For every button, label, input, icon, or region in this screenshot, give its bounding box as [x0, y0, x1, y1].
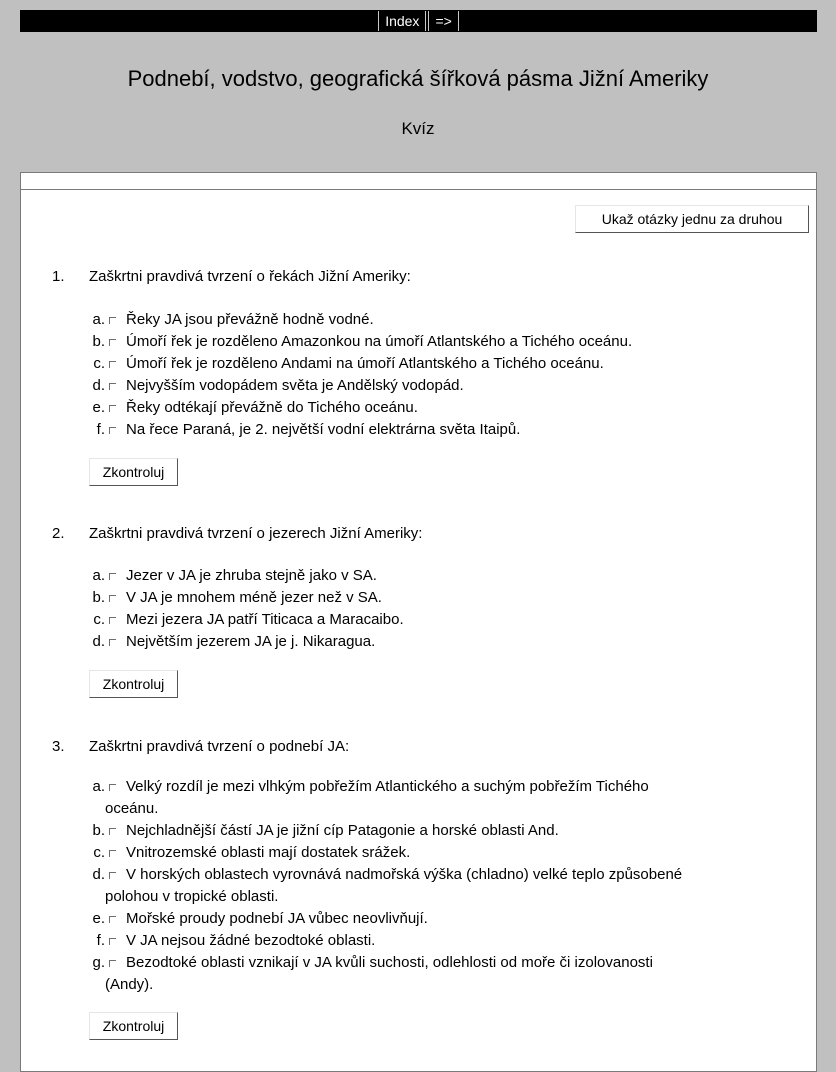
next-page-link[interactable]: =>	[428, 11, 458, 31]
option-text: Jezer v JA je zhruba stejně jako v SA.	[126, 567, 377, 584]
page-subtitle: Kvíz	[401, 119, 435, 138]
option-text: Nejchladnější částí JA je jižní cíp Patagonie a horské oblasti And.	[126, 822, 559, 839]
option-checkbox[interactable]	[109, 916, 116, 923]
option-checkbox[interactable]	[109, 850, 116, 857]
option-item	[85, 864, 765, 908]
option-text: V JA je mnohem méně jezer než v SA.	[126, 589, 382, 606]
option-letter: a.	[92, 778, 105, 795]
option-letter: f.	[96, 421, 105, 438]
option-item	[85, 331, 765, 353]
option-text: Vnitrozemské oblasti mají dostatek srážek.	[126, 844, 411, 861]
page-title: Podnebí, vodstvo, geografická šířková pásma Jižní Ameriky	[127, 66, 709, 91]
option-text-continuation: polohou v tropické oblasti.	[105, 888, 279, 905]
option-item	[85, 419, 765, 441]
option-text: Nejvyšším vodopádem světa je Andělský vodopád.	[126, 377, 464, 394]
option-text: Velký rozdíl je mezi vlhkým pobřežím Atlantického a suchým pobřežím Tichého	[126, 778, 649, 795]
check-answers-button[interactable]: Zkontroluj	[89, 1012, 178, 1040]
option-letter: b.	[92, 589, 105, 606]
option-checkbox[interactable]	[109, 405, 116, 412]
option-letter: a.	[92, 311, 105, 328]
option-letter: e.	[92, 910, 105, 927]
option-item	[85, 397, 765, 419]
index-link[interactable]: Index	[378, 11, 426, 31]
option-item	[85, 375, 765, 397]
option-text: V horských oblastech vyrovnává nadmořská výška (chladno) velké teplo způsobené	[126, 866, 683, 883]
question-text: Zaškrtni pravdivá tvrzení o podnebí JA:	[89, 738, 350, 755]
option-letter: b.	[92, 333, 105, 350]
question-number: 1.	[52, 268, 65, 285]
option-text: Řeky JA jsou převážně hodně vodné.	[126, 311, 374, 328]
option-item	[85, 587, 765, 609]
option-checkbox[interactable]	[109, 938, 116, 945]
option-checkbox[interactable]	[109, 639, 116, 646]
option-letter: d.	[92, 866, 105, 883]
check-answers-button[interactable]: Zkontroluj	[89, 670, 178, 698]
option-text: V JA nejsou žádné bezodtoké oblasti.	[126, 932, 376, 949]
option-letter: g.	[92, 954, 105, 971]
option-checkbox[interactable]	[109, 383, 116, 390]
question-number: 3.	[52, 738, 65, 755]
show-questions-one-by-one-button[interactable]: Ukaž otázky jednu za druhou	[575, 205, 809, 233]
quiz-panel	[20, 172, 817, 1072]
option-item	[85, 842, 765, 864]
option-text-continuation: (Andy).	[105, 976, 154, 993]
option-text-continuation: oceánu.	[105, 800, 159, 817]
option-letter: a.	[92, 567, 105, 584]
option-letter: c.	[93, 844, 105, 861]
option-checkbox[interactable]	[109, 960, 116, 967]
option-text: Úmoří řek je rozděleno Andami na úmoří Atlantského a Tichého oceánu.	[126, 355, 604, 372]
option-item	[85, 930, 765, 952]
option-item	[85, 952, 765, 996]
option-checkbox[interactable]	[109, 361, 116, 368]
option-text: Bezodtoké oblasti vznikají v JA kvůli suchosti, odlehlosti od moře či izolovanosti	[126, 954, 653, 971]
option-checkbox[interactable]	[109, 828, 116, 835]
option-checkbox[interactable]	[109, 595, 116, 602]
option-item	[85, 776, 765, 820]
option-item	[85, 820, 765, 842]
option-letter: f.	[96, 932, 105, 949]
question-text: Zaškrtni pravdivá tvrzení o řekách Jižní Ameriky:	[89, 268, 411, 285]
option-letter: c.	[93, 355, 105, 372]
option-letter: d.	[92, 377, 105, 394]
option-checkbox[interactable]	[109, 317, 116, 324]
answer-options	[85, 309, 765, 441]
option-item	[85, 609, 765, 631]
question-text: Zaškrtni pravdivá tvrzení o jezerech Jižní Ameriky:	[89, 525, 423, 542]
option-checkbox[interactable]	[109, 784, 116, 791]
option-text: Největším jezerem JA je j. Nikaragua.	[126, 633, 376, 650]
option-letter: c.	[93, 611, 105, 628]
option-checkbox[interactable]	[109, 427, 116, 434]
option-checkbox[interactable]	[109, 573, 116, 580]
option-checkbox[interactable]	[109, 339, 116, 346]
option-letter: e.	[92, 399, 105, 416]
option-checkbox[interactable]	[109, 872, 116, 879]
option-item	[85, 309, 765, 331]
option-text: Mořské proudy podnebí JA vůbec neovlivňují.	[126, 910, 428, 927]
option-item	[85, 353, 765, 375]
option-text: Řeky odtékají převážně do Tichého oceánu.	[126, 399, 418, 416]
panel-divider	[21, 189, 816, 190]
check-answers-button[interactable]: Zkontroluj	[89, 458, 178, 486]
option-letter: b.	[92, 822, 105, 839]
option-letter: d.	[92, 633, 105, 650]
top-nav-bar	[20, 10, 817, 32]
answer-options	[85, 776, 765, 996]
question-number: 2.	[52, 525, 65, 542]
option-text: Úmoří řek je rozděleno Amazonkou na úmoří Atlantského a Tichého oceánu.	[126, 333, 633, 350]
answer-options	[85, 565, 765, 653]
option-text: Na řece Paraná, je 2. největší vodní elektrárna světa Itaipů.	[126, 421, 521, 438]
option-checkbox[interactable]	[109, 617, 116, 624]
option-text: Mezi jezera JA patří Titicaca a Maracaibo.	[126, 611, 404, 628]
option-item	[85, 565, 765, 587]
option-item	[85, 631, 765, 653]
option-item	[85, 908, 765, 930]
